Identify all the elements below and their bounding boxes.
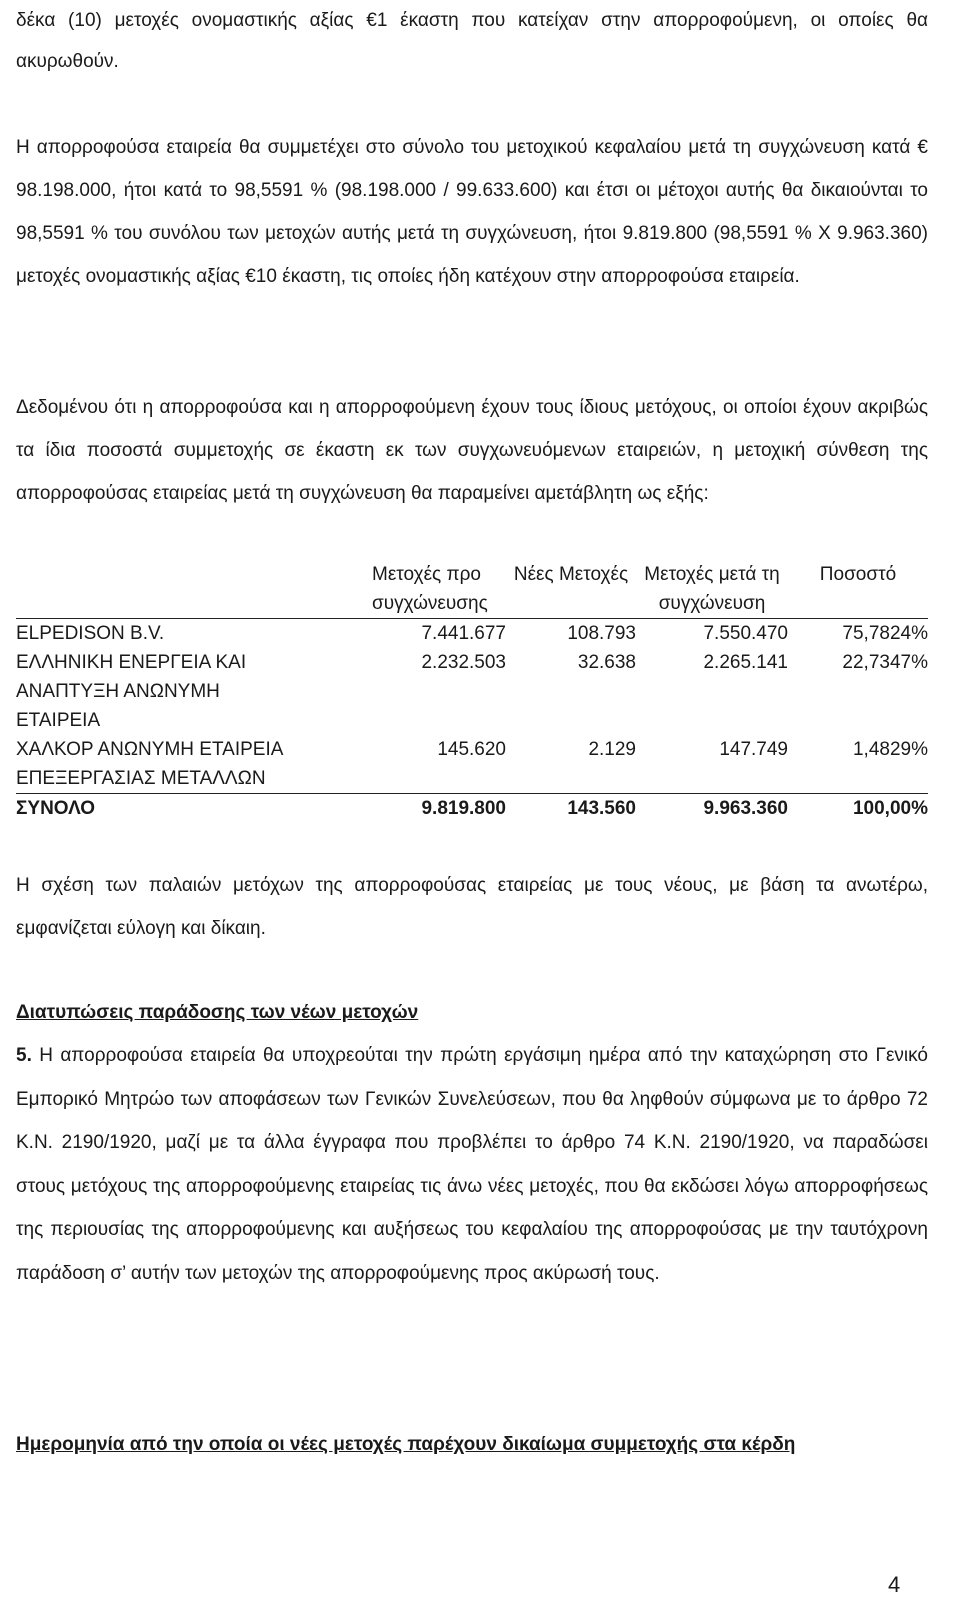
row-after: 147.749 (719, 739, 788, 760)
table-total-row (16, 794, 928, 824)
total-new: 143.560 (506, 794, 636, 824)
total-name: ΣΥΝΟΛΟ (16, 794, 356, 824)
col-header-before: Μετοχές προ συγχώνευσης (372, 564, 488, 614)
clause-number: 5. (16, 1045, 32, 1066)
row-after: 7.550.470 (636, 619, 788, 649)
table-header-empty (16, 558, 356, 619)
row-before: 145.620 (437, 739, 506, 760)
row-after: 2.265.141 (703, 652, 788, 673)
heading-dividend-date: Ημερομηνία από την οποία οι νέες μετοχές παρέχουν δικαίωμα συμμετοχής στα κέρδη (16, 1434, 796, 1455)
row-new: 2.129 (588, 739, 636, 760)
paragraph-participation: Η απορροφούσα εταιρεία θα συμμετέχει στο σύνολο του μετοχικού κεφαλαίου μετά τη συγχώνευση κατά € 98.198.000, ήτοι κατά το 98,5591 % (98.198.000 / 99.633.600) και έτσι οι μέτοχοι αυτής θα δικαιούνται το 98,5591 % του συνόλου των μετοχών αυτής μετά τη συγχώνευση, ήτοι 9.819.800 (98,5591 % X 9.963.360) μετοχές ονομαστικής αξίας €10 έκαστη, τις οποίες ήδη κατέχουν στην απορροφούσα εταιρεία. (16, 137, 928, 287)
paragraph-composition: Δεδομένου ότι η απορροφούσα και η απορροφούμενη έχουν τους ίδιους μετόχους, οι οποίοι έχουν ακριβώς τα ίδια ποσοστά συμμετοχής σε έκαστη εκ των συγχωνευόμενων εταιρειών, η μετοχική σύνθεση της απορροφούσας εταιρείας μετά τη συγχώνευση θα παραμείνει αμετάβλητη ως εξής: (16, 397, 928, 504)
paragraph-fairness: Η σχέση των παλαιών μετόχων της απορροφούσας εταιρείας με τους νέους, με βάση τα ανωτέρω, εμφανίζεται εύλογη και δίκαιη. (16, 875, 928, 939)
table-row (16, 648, 928, 735)
row-new: 32.638 (577, 652, 636, 673)
shareholding-table (16, 558, 928, 823)
col-header-after: Μετοχές μετά τη συγχώνευση (644, 564, 780, 614)
table-row (16, 619, 928, 649)
row-before: 2.232.503 (421, 652, 506, 673)
row-name: ΕΛΛΗΝΙΚΗ ΕΝΕΡΓΕΙΑ ΚΑΙ ΑΝΑΠΤΥΞΗ ΑΝΩΝΥΜΗ ΕΤΑΙΡΕΙΑ (16, 652, 247, 731)
paragraph-shares-cancelled: δέκα (10) μετοχές ονομαστικής αξίας €1 έκαστη που κατείχαν στην απορροφούμενη, οι οποίες θα ακυρωθούν. (16, 10, 928, 72)
page-number: 4 (888, 1572, 901, 1597)
total-before: 9.819.800 (356, 794, 506, 824)
table-row (16, 735, 928, 794)
col-header-new: Νέες Μετοχές (513, 564, 629, 585)
col-header-pct: Ποσοστό (819, 564, 897, 585)
row-name: ELPEDISON B.V. (16, 619, 356, 649)
paragraph-delivery (16, 1034, 928, 1296)
table-header-row (16, 558, 928, 619)
clause-text: Η απορροφούσα εταιρεία θα υποχρεούται την πρώτη εργάσιμη ημέρα από την καταχώρηση στο Γενικό Εμπορικό Μητρώο των αποφάσεων των Γενικών Συνελεύσεων, που θα ληφθούν σύμφωνα με το άρθρο 72 Κ.Ν. 2190/1920, μαζί με τα άλλα έγγραφα που προβλέπει το άρθρο 74 Κ.Ν. 2190/1920, να παραδώσει στους μετόχους της απορροφούμενης εταιρείας τις άνω νέες μετοχές, που θα εκδώσει λόγω απορροφήσεως της περιουσίας της απορροφούμενης και αυξήσεως του κεφαλαίου της απορροφούσας με την ταυτόχρονη παράδοση σ’ αυτήν των μετοχών της απορροφούμενης προς ακύρωσή τους. (16, 1045, 928, 1284)
row-pct: 22,7347% (842, 652, 928, 673)
row-pct: 75,7824% (788, 619, 928, 649)
row-new: 108.793 (506, 619, 636, 649)
row-pct: 1,4829% (852, 739, 928, 760)
row-name: ΧΑΛΚΟΡ ΑΝΩΝΥΜΗ ΕΤΑΙΡΕΙΑ ΕΠΕΞΕΡΓΑΣΙΑΣ ΜΕΤΑΛΛΩΝ (16, 739, 283, 789)
row-before: 7.441.677 (356, 619, 506, 649)
heading-delivery: Διατυπώσεις παράδοσης των νέων μετοχών (16, 1002, 419, 1023)
total-after: 9.963.360 (636, 794, 788, 824)
total-pct: 100,00% (788, 794, 928, 824)
